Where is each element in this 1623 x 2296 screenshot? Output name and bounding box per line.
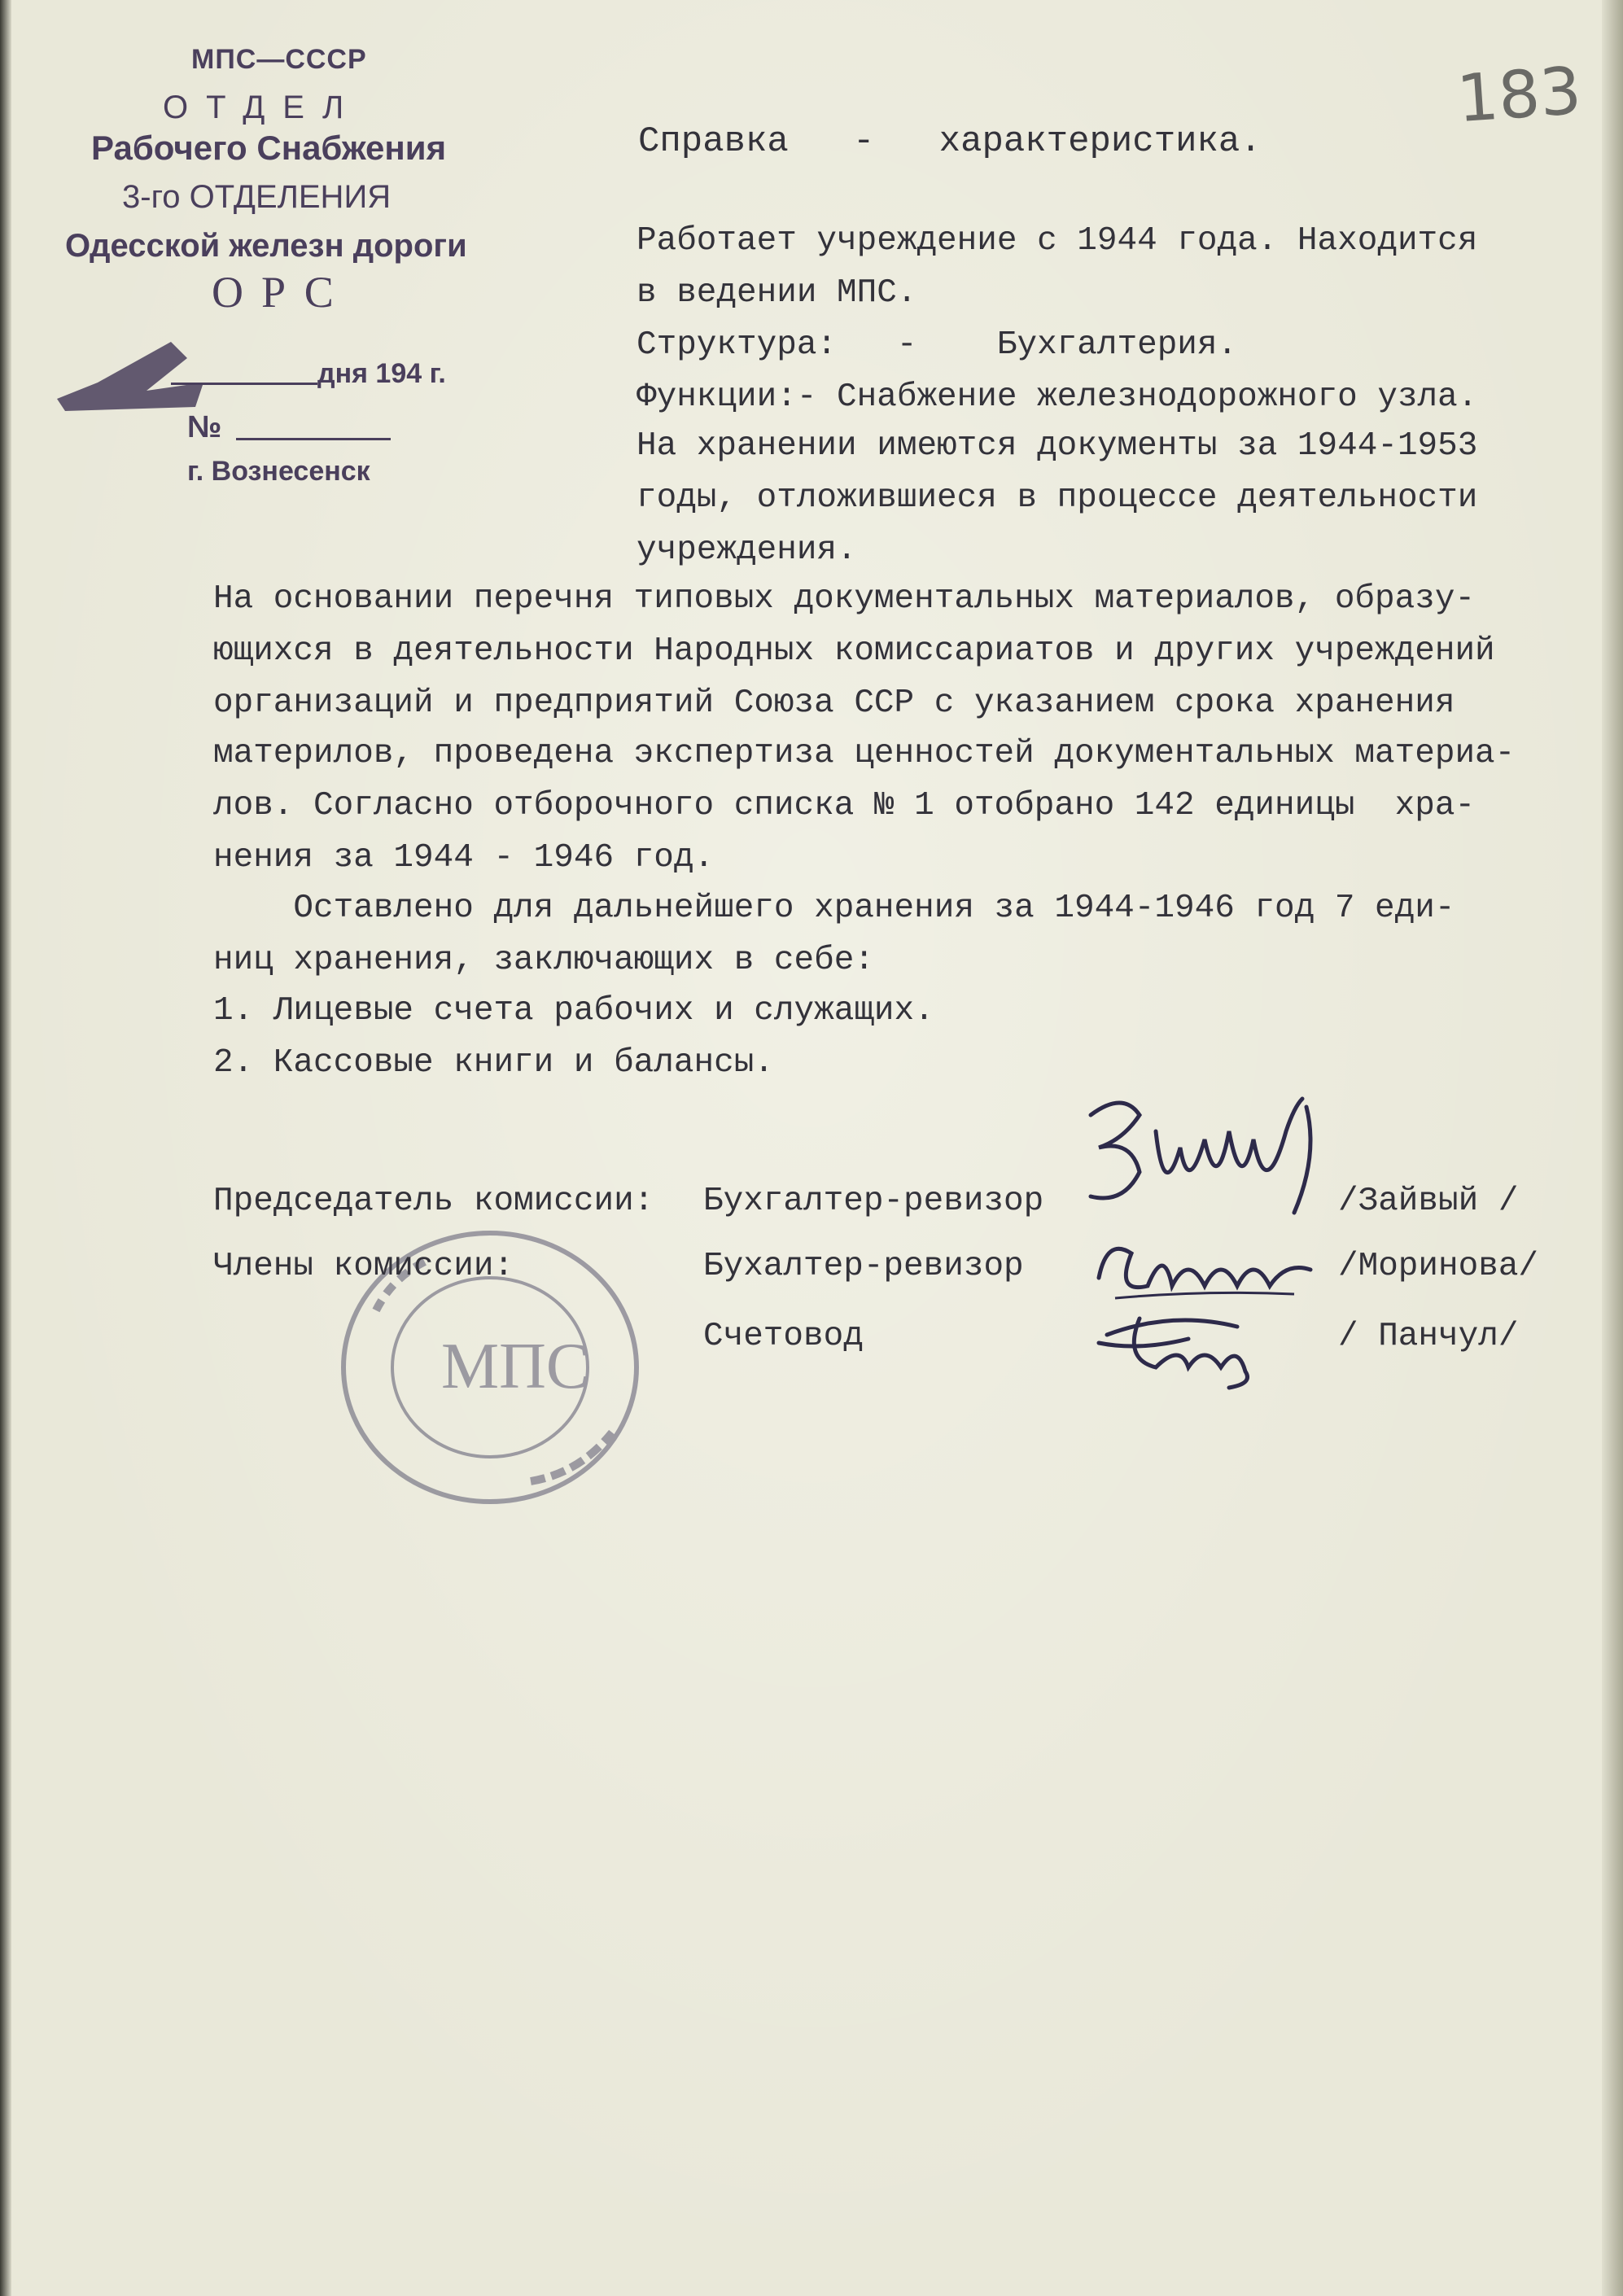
chairman-label: Председатель комиссии: (213, 1183, 654, 1220)
intro-line: Структура: - Бухгалтерия. (637, 326, 1238, 364)
commission-role: Бухгалтер-ревизор (703, 1183, 1044, 1220)
intro-line: На хранении имеются документы за 1944-1953 (637, 427, 1478, 465)
body-line: На основании перечня типовых документальных материалов, образу- (213, 580, 1476, 618)
members-label: Члены комиссии: (213, 1248, 514, 1285)
stamp-railway: Одесской железн дороги (65, 228, 467, 264)
stamp-department: ОТДЕЛ (163, 90, 362, 125)
header-stamp (16, 33, 505, 505)
intro-line: Работает учреждение с 1944 года. Находится (637, 222, 1478, 260)
stamp-supply: Рабочего Снабжения (91, 129, 447, 167)
retained-line: ниц хранения, заключающих в себе: (213, 942, 874, 979)
scan-edge-left (0, 0, 11, 2296)
body-line: материлов, проведена экспертиза ценностей документальных материа- (213, 735, 1516, 772)
intro-line: Функции:- Снабжение железнодорожного узла. (637, 378, 1478, 416)
stamp-ink-smudge (49, 326, 212, 415)
retained-line: 1. Лицевые счета рабочих и служащих. (213, 992, 934, 1030)
signature-member-2 (1091, 1294, 1302, 1392)
commission-name: /Зайвый / (1338, 1183, 1519, 1220)
retained-line: 2. Кассовые книги и балансы. (213, 1044, 774, 1082)
page-number: 183 (1454, 52, 1584, 138)
stamp-date: дня 194 г. (317, 358, 446, 389)
intro-line: в ведении МПС. (637, 274, 917, 312)
body-line: организаций и предприятий Союза ССР с указанием срока хранения (213, 684, 1455, 722)
seal-text: МПС (441, 1331, 590, 1402)
body-line: нения за 1944 - 1946 год. (213, 839, 715, 877)
intro-line: учреждения. (637, 531, 857, 569)
stamp-number: № (187, 410, 222, 444)
retained-line: Оставлено для дальнейшего хранения за 1944-1946 год 7 еди- (213, 890, 1455, 927)
commission-name: /Моринова/ (1338, 1248, 1539, 1285)
stamp-ministry: МПС—СССР (191, 44, 367, 75)
commission-name: / Панчул/ (1338, 1318, 1519, 1355)
stamp-town: г. Вознесенск (187, 456, 370, 487)
intro-line: годы, отложившиеся в процессе деятельности (637, 479, 1478, 517)
scan-edge-right (1602, 0, 1623, 2296)
stamp-ors: ОРС (212, 268, 352, 317)
commission-role: Бухалтер-ревизор (703, 1248, 1024, 1285)
stamp-branch: 3-го ОТДЕЛЕНИЯ (122, 179, 392, 215)
stamp-number-line (236, 438, 391, 440)
document-title: Справка - характеристика. (638, 121, 1262, 162)
body-line: лов. Согласно отборочного списка № 1 отобрано 142 единицы хра- (213, 787, 1476, 824)
body-line: ющихся в деятельности Народных комиссариатов и других учреждений (213, 632, 1495, 670)
commission-role: Счетовод (703, 1318, 864, 1355)
